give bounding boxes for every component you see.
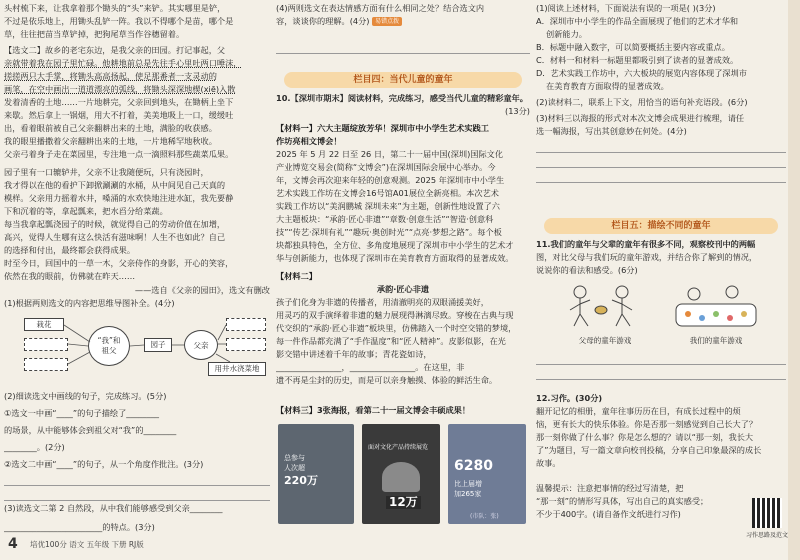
mat-line: 每一件作品都充满了“手作温度”和“匠人精神”。皮影似影，在光 <box>276 336 506 346</box>
question-10-sub-3: (3)材料三以海报的形式对本次文博会成果进行梳理，请任 选一幅海报，写出其创意妙在何处。(4分) <box>536 112 786 183</box>
question-12: 12.习作。(30分) 翻开记忆的相册，童年往事历历在目，有成长过程中的烦 恼，更有长大的快乐体验。你是否那一刻感觉到自己长大了？ 那一刻你做了什么事？你是怎么想的？请以“那一刻，我长大 了”为题目，写一篇文章向校刊投稿，分享自己印象最深的成长 故事。 <box>536 392 786 470</box>
mat-line: 实践工作坊以“美润鹏城 深圳未来”为主题，创新性地设置了六 <box>276 201 500 211</box>
excerpt-line: 出，看着眼前被自己父亲翻耕出来的土地，满脸的收获感。 <box>4 123 217 133</box>
figure-silhouette <box>382 462 420 492</box>
excerpt-para-2 <box>4 166 270 283</box>
option-a[interactable]: A．深圳市中小学生的作品全面展现了他们的艺术才华和 <box>536 16 739 26</box>
tip-line: 温馨提示：注意把事情的经过写清楚，把 <box>536 483 684 493</box>
source-note: ——选自《父亲的园田》，选文有删改 <box>134 285 270 295</box>
children-playing-icon <box>560 280 650 332</box>
tips-box <box>536 482 746 521</box>
excerpt-line: 画笔，在空中画出一道道漂亮的弧线，将锄头深深地楔(xiē)入散 <box>4 84 236 94</box>
mat-line: 艺术实践工作坊在文博会16号馆A01展位全新亮相。本次艺术 <box>276 188 499 198</box>
mat-line: 2025 年 5 月 22 日至 26 日，第二十一届中国(深圳)国际文化 <box>276 149 504 159</box>
mind-map <box>20 316 266 380</box>
middle-column <box>276 0 530 560</box>
poster-participants: 总参与 人次超 220万 <box>278 424 354 524</box>
intro-text <box>4 2 270 41</box>
ball-pit-icon <box>670 280 762 332</box>
right-column <box>536 0 786 560</box>
question-1: (1)根据两则选文的内容把思维导图补全。(4分) <box>4 298 175 308</box>
excerpt-line: 父亲弓着身子走在菜园里，专注地一点一滴照料那些蔬菜瓜果。 <box>4 149 234 159</box>
caption-our-games: 我们的童年游戏 <box>689 336 743 345</box>
essay-prompt-line: 翻开记忆的相册，童年往事历历在目，有成长过程中的烦 <box>536 406 741 416</box>
caption-parents-games: 父母的童年游戏 <box>578 336 632 345</box>
qr-code-icon[interactable] <box>752 498 782 528</box>
map-node-father: 父亲 <box>184 330 218 360</box>
map-connectors <box>20 316 266 380</box>
para-line: 下和沉着的等，拿起瓢来，把水舀分给菜蔬。 <box>4 206 168 216</box>
para-line: 每当我拿起瓢浇园子的时候，就觉得自己的劳动价值在加增， <box>4 219 226 229</box>
essay-prompt-line: 恼，更有长大的快乐体验。你是否那一刻感觉到自己长大了？ <box>536 419 758 429</box>
intro-line: 头村梳下来，让我拿着那个锄头的“头”来铲。其实哪里是铲， <box>4 3 226 13</box>
option-d[interactable]: D．艺术实践工作坊中，六大板块的展览内容体现了深圳市 <box>536 68 747 78</box>
section-4-banner: 栏目四：当代儿童的童年 <box>284 72 522 88</box>
footer-text: 培优100分 语文 五年级 下册 RJ版 <box>30 540 144 549</box>
question-10-sub-1: (1)阅读上述材料，下面说法有误的一项是( )(3分) A．深圳市中小学生的作品全面展现了他们的艺术才华和 创新能力。 B．标题中融入数字，可以简要概括主要内容或重点。 C．材料一和材料一标题里都吸引到了读者的显著成效。 D．艺术实践工作坊中，六大板块的展览内容体现了深圳市 在美育教育方面取得的显著成效。 <box>536 2 786 93</box>
mat-line: 代交织的“承韵·匠心非遗”板块里，仿佛踏入一个时空交错的梦境， <box>276 323 517 333</box>
tip-line: 不少于400字。(请自备作文纸进行习作) <box>536 509 681 519</box>
answer-line[interactable] <box>536 368 786 380</box>
map-node-garden: 园子 <box>144 338 172 352</box>
para-line: 依然在我的眼前，仿佛就在昨天…… <box>4 271 136 281</box>
excerpt-2 <box>4 44 270 161</box>
mat-line: ________________，________________。在这里，非 <box>276 362 465 372</box>
question-2: (2)细读选文中画线的句子，完成练习。(5分) ①选文一中画“____”的句子描绘了________ 的场景，从中能够体会到祖父对“我”的________ ________。(2分) ②选文二中画“____”的句子，从一个角度作批注。(3分) <box>4 390 270 501</box>
question-10: 10.【深圳市期末】阅读材料，完成练习，感受当代儿童的精彩童年。 (13分) <box>276 93 530 116</box>
mat-line: 影交错中讲述着千年的故事；青花瓷如诗， <box>276 349 432 359</box>
essay-prompt-line: 那一刻你做了什么事？你是怎么想的？请以“那一刻，我长大 <box>536 432 754 442</box>
mat-line: 遗不再是尘封的历史，而是可以亲身触摸、体验的鲜活生命。 <box>276 375 498 385</box>
intro-line: 草，往往把苗当草铲掉，把狗尾草当作谷穗留着。 <box>4 29 185 39</box>
illustration-parents-games <box>560 280 650 332</box>
essay-prompt-line: 了”为题目，写一篇文章向校刊投稿，分享自己印象最深的成长 <box>536 445 762 455</box>
poster-exhibitors: 6280 比上届增 加265家 (市队：张) <box>448 424 526 524</box>
map-node-flowers: 栽花 <box>24 318 64 331</box>
page-number: 4 <box>8 536 18 552</box>
mat-line: 技”“传艺·深圳有礼”“趣玩·奥创时光”“点亮·梦想之路”。每个板 <box>276 227 502 237</box>
para-line: 的选择和付出，最终都会获得成果。 <box>4 245 136 255</box>
mat-line: 大主题板块：“承韵·匠心非遗”“章数·创意生活”“智造·创意科 <box>276 214 494 224</box>
question-11-answer <box>536 350 786 380</box>
para-line: 我才得以在他的看护下卸掀涮涮的水桶，从中间见自己天真的 <box>4 180 226 190</box>
option-b[interactable]: B．标题中融入数字，可以简要概括主要内容或重点。 <box>536 42 730 52</box>
answer-line[interactable] <box>4 489 270 501</box>
option-c[interactable]: C．材料一和材料一标题里都吸引到了读者的显著成效。 <box>536 55 739 65</box>
excerpt-line: 发着清香的土地……一片地耕完，父亲回到地头，在锄柄上坐下 <box>4 97 234 107</box>
mat-line: 用灵巧的双手演绎着非遗的魅力展现得淋漓尽致。穿梭在古典与现 <box>276 310 514 320</box>
question-4: (4)两则选文在表达情感方面有什么相同之处？结合选文内 容，谈谈你的理解。(4分) 易错点拨 <box>276 2 530 54</box>
intro-line: 不过是依乐地上，用锄头乱铲一阵。我以不得哪个是苗，哪个是 <box>4 16 234 26</box>
material-1: 【材料一】六大主题绽放芳华！深圳市中小学生艺术实践工 作坊亮相文博会！ 2025 年 5 月 22 日至 26 日，第二十一届中国(深圳)国际文化 产业博览交易会(简称“文博会”)在深圳国际会展中心举办。今 年，文博会再次迎来年轻的创意观测。2025 年深圳市中小学生 艺术实践工作坊在文博会16号馆A01展位全新亮相。本次艺术 实践工作坊以“美润鹏城 深圳未来”为主题，创新性地设置了六 大主题板块：“承韵·匠心非遗”“章数·创意生活”“智造·创意科 技”“传艺·深圳有礼”“趣玩·奥创时光”“点亮·梦想之路”。每个板 块都独具特色，全方位、多角度地展现了深圳市中小学生的艺术才 华与创新能力，也体现了深圳市在美育教育方面取得的显著成效。 <box>276 122 530 265</box>
side-margin-strip <box>788 0 800 560</box>
excerpt-line: 搓搓两只大手掌，将锄头高高扬起，使足那番者一支灵动的 <box>4 71 217 81</box>
left-column <box>4 0 270 560</box>
answer-line[interactable] <box>4 474 270 486</box>
illustration-our-games <box>670 280 762 332</box>
mat-line: 产业博览交易会(简称“文博会”)在深圳国际会展中心举办。今 <box>276 162 496 172</box>
excerpt-line: 【选文二】故乡的老宅东边，是我父亲的田园。打记事起，父 <box>4 45 226 55</box>
mat-line: 孩子们化身为非遗的传播者，用清澈明亮的双眼涌援美好， <box>276 297 489 307</box>
section-5-banner: 栏目五：描绘不同的童年 <box>544 218 778 234</box>
mat-line: 块都独具特色，全方位、多角度地展现了深圳市中小学生的艺术才 <box>276 240 514 250</box>
qr-caption: 习作思路及范文 <box>745 532 788 539</box>
essay-prompt-line: 故事。 <box>536 458 561 468</box>
answer-line[interactable] <box>536 353 786 365</box>
para-line: 园子里有一口辘轳井，父亲不让我随便玩，只有浇园时， <box>4 167 209 177</box>
material-2: 【材料二】 承韵·匠心非遗 孩子们化身为非遗的传播者，用清澈明亮的双眼涌援美好， 用灵巧的双手演绎着非遗的魅力展现得淋漓尽致。穿梭在古典与现 代交织的“承韵·匠心非遗”板块里，仿佛踏入一个时空交错的梦境， 每一件作品都充满了“手作温度”和“匠人精神”。皮影似影，在光 影交错中讲述着千年的故事；青花瓷如诗， ________________，________________。在这里，非 遗不再是尘封的历史，而是可以亲身触摸、体验的鲜活生命。 <box>276 270 530 387</box>
map-node-watering: 用井水浇菜地 <box>208 362 266 376</box>
poster-products: 面对文化产品持续展览 12万 <box>362 424 440 524</box>
question-10-sub-2: (2)读材料二，联系上下文，用恰当的语句补充语段。(6分) <box>536 97 748 107</box>
question-11: 11.我们的童年与父辈的童年有很多不同，观察校刊中的两幅 图，对比父母与我们玩的童年游戏，并结合你了解到的情况， 说说你的看法和感受。(6分) <box>536 239 758 275</box>
answer-line[interactable] <box>536 156 786 168</box>
para-line: 时至今日，回国中的一草一木，父亲侍作的身影，开心的笑容， <box>4 258 234 268</box>
excerpt-line: 亲就带着我在园子里忙碌。他耕地前总是先往手心里吐两口唾沫， <box>4 58 242 68</box>
mat-line: 年，文博会再次迎来年轻的创意观测。2025 年深圳市中小学生 <box>276 175 505 185</box>
answer-line[interactable] <box>536 141 786 153</box>
excerpt-line: 来歇。然后拿上一锅烟，用大不打着，美美地吸上一口，缓缓吐 <box>4 110 234 120</box>
map-node-grandfather: “我”和 祖父 <box>88 326 130 366</box>
excerpt-line: 我的眼里播撒着父亲翻耕出来的土地，一片地稀罕地秋收。 <box>4 136 217 146</box>
answer-line[interactable] <box>276 42 530 54</box>
question-3: (3)读选文二第 2 自然段，从中我们能够感受到父亲________ ________________________的特点。(3分) <box>4 503 223 532</box>
tip-tag: 易错点拨 <box>372 17 402 26</box>
answer-line[interactable] <box>536 171 786 183</box>
para-line: 模样。父亲用力摇着水井，嗓涌的水欢快地注进水缸，我先要静 <box>4 193 234 203</box>
material-3: 【材料三】3张海报，看第二十一届文博会丰硕成果！ <box>276 405 471 415</box>
tip-line: “那一刻”的情形写具体，写出自己的真实感受； <box>536 496 709 506</box>
para-line: 高兴，觉得人生哪有这么快活有滋味啊！人生不也如此？自己 <box>4 232 226 242</box>
mat-line: 华与创新能力，也体现了深圳市在美育教育方面取得的显著成效。 <box>276 253 514 263</box>
